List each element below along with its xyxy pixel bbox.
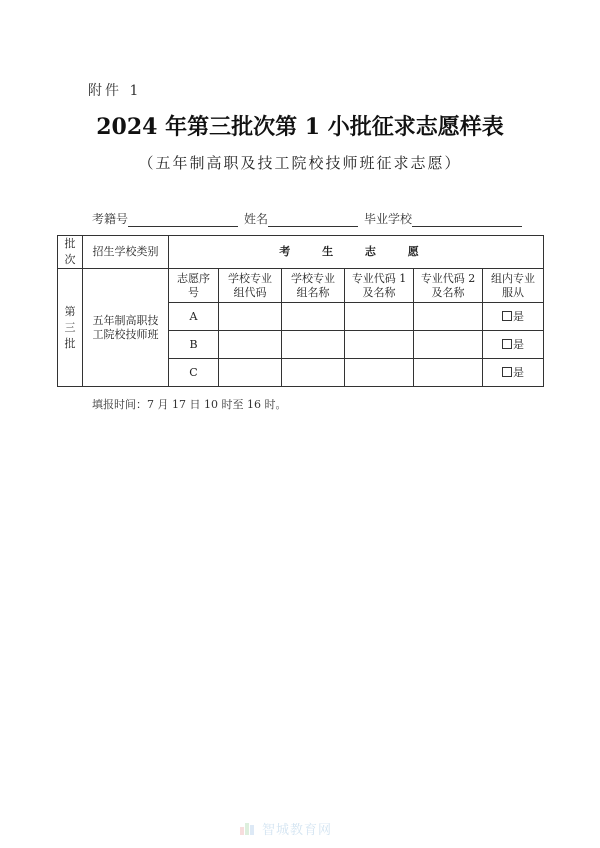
exam-number-line[interactable] (128, 214, 238, 227)
follow-checkbox[interactable] (502, 367, 512, 377)
major1-cell[interactable] (345, 331, 414, 359)
category-value: 五年制高职技工院校技师班 (83, 269, 169, 387)
name-label: 姓名 (244, 212, 269, 226)
col-major1-header: 专业代码 1 及名称 (345, 269, 414, 303)
page-title: 2024 年第三批次第 1 小批征求志愿样表 (96, 114, 504, 140)
watermark (240, 818, 370, 838)
batch-value: 第三批 (58, 269, 83, 387)
group-name-cell[interactable] (282, 331, 345, 359)
follow-label: 是 (513, 309, 524, 323)
col-seq-header: 志愿序号 (169, 269, 219, 303)
major1-cell[interactable] (345, 303, 414, 331)
exam-number-label: 考籍号 (92, 212, 129, 226)
school-line[interactable] (412, 214, 522, 227)
row-seq: B (169, 331, 219, 359)
group-code-cell[interactable] (219, 303, 282, 331)
group-name-cell[interactable] (282, 303, 345, 331)
row-seq: A (169, 303, 219, 331)
wish-form-table (57, 235, 544, 387)
follow-label: 是 (513, 365, 524, 379)
group-name-cell[interactable] (282, 359, 345, 387)
fill-time-note: 填报时间：7 月 17 日 10 时至 16 时。 (92, 398, 287, 411)
col-group-name-header: 学校专业组名称 (282, 269, 345, 303)
attachment-label: 附件 1 (88, 83, 142, 99)
major2-cell[interactable] (414, 359, 483, 387)
major2-cell[interactable] (414, 303, 483, 331)
follow-cell (483, 359, 544, 387)
batch-header: 批次 (58, 236, 83, 269)
name-line[interactable] (268, 214, 358, 227)
follow-cell (483, 331, 544, 359)
watermark-logo-icon (240, 821, 256, 835)
watermark-text: 智城教育网 (262, 822, 333, 838)
wish-header: 考 生 志 愿 (169, 236, 544, 269)
follow-cell (483, 303, 544, 331)
row-seq: C (169, 359, 219, 387)
follow-checkbox[interactable] (502, 339, 512, 349)
col-follow-header: 组内专业服从 (483, 269, 544, 303)
school-label: 毕业学校 (364, 212, 413, 226)
major2-cell[interactable] (414, 331, 483, 359)
category-header: 招生学校类别 (83, 236, 169, 269)
student-info-fields (92, 210, 532, 227)
group-code-cell[interactable] (219, 359, 282, 387)
group-code-cell[interactable] (219, 331, 282, 359)
follow-label: 是 (513, 337, 524, 351)
col-major2-header: 专业代码 2 及名称 (414, 269, 483, 303)
major1-cell[interactable] (345, 359, 414, 387)
page-subtitle: （五年制高职及技工院校技师班征求志愿） (138, 154, 462, 172)
col-group-code-header: 学校专业组代码 (219, 269, 282, 303)
follow-checkbox[interactable] (502, 311, 512, 321)
